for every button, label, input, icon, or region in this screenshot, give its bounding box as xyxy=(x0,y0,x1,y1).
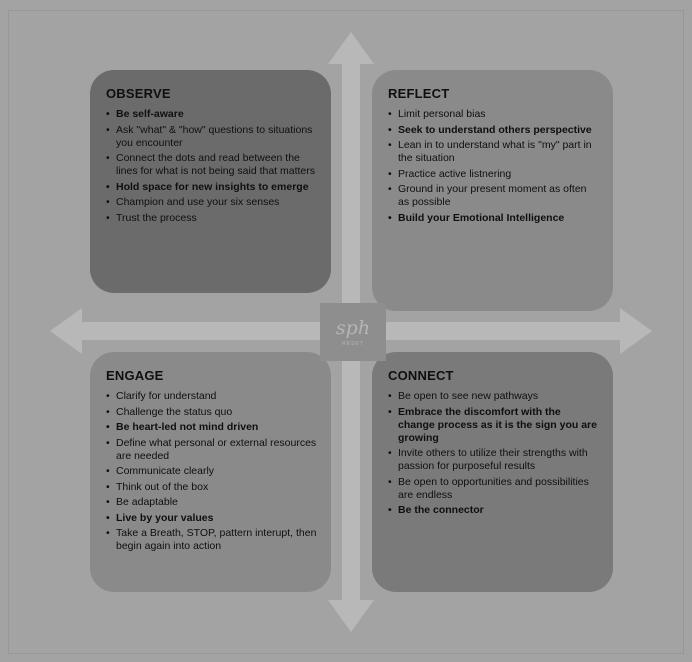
quadrant-title: CONNECT xyxy=(388,368,454,383)
list-item: • Be adaptable xyxy=(106,496,317,509)
logo-word: RESET xyxy=(342,340,364,347)
list-item: • Live by your values xyxy=(106,512,317,525)
item-list xyxy=(106,390,317,553)
quadrant-engage xyxy=(90,352,331,592)
list-item: • Ground in your present moment as often as possible xyxy=(388,183,599,209)
list-item: • Invite others to utilize their strengths with passion for purposeful results xyxy=(388,447,599,473)
quadrant-title: OBSERVE xyxy=(106,86,171,101)
list-item: • Build your Emotional Intelligence xyxy=(388,212,599,225)
logo-script: sph xyxy=(335,316,371,339)
up-arrow-head xyxy=(328,32,374,64)
list-item: • Embrace the discomfort with the change process as it is the sign you are growing xyxy=(388,406,599,445)
item-list xyxy=(388,390,599,517)
list-item: • Be the connector xyxy=(388,504,599,517)
quadrant-title: ENGAGE xyxy=(106,368,164,383)
list-item: • Think out of the box xyxy=(106,481,317,494)
list-item: • Limit personal bias xyxy=(388,108,599,121)
item-list xyxy=(106,108,317,225)
list-item: • Trust the process xyxy=(106,212,317,225)
list-item: • Connect the dots and read between the lines for what is not being said that matters xyxy=(106,152,317,178)
list-item: • Be open to opportunities and possibilities are endless xyxy=(388,476,599,502)
right-arrow-head xyxy=(620,308,652,354)
list-item: • Challenge the status quo xyxy=(106,406,317,419)
list-item: • Champion and use your six senses xyxy=(106,196,317,209)
list-item: • Take a Breath, STOP, pattern interupt, then begin again into action xyxy=(106,527,317,553)
quadrant-connect xyxy=(372,352,613,592)
list-item: • Be open to see new pathways xyxy=(388,390,599,403)
list-item: • Be heart-led not mind driven xyxy=(106,421,317,434)
list-item: • Practice active listnering xyxy=(388,168,599,181)
quadrant-title: REFLECT xyxy=(388,86,450,101)
list-item: • Lean in to understand what is "my" part in the situation xyxy=(388,139,599,165)
list-item: • Communicate clearly xyxy=(106,465,317,478)
item-list xyxy=(388,108,599,225)
down-arrow-head xyxy=(328,600,374,632)
center-logo xyxy=(320,303,386,361)
quadrant-reflect xyxy=(372,70,613,311)
list-item: • Ask "what" & "how" questions to situations you encounter xyxy=(106,124,317,150)
list-item: • Be self-aware xyxy=(106,108,317,121)
list-item: • Hold space for new insights to emerge xyxy=(106,181,317,194)
left-arrow-head xyxy=(50,308,82,354)
list-item: • Seek to understand others perspective xyxy=(388,124,599,137)
quadrant-observe xyxy=(90,70,331,293)
list-item: • Define what personal or external resources are needed xyxy=(106,437,317,463)
list-item: • Clarify for understand xyxy=(106,390,317,403)
